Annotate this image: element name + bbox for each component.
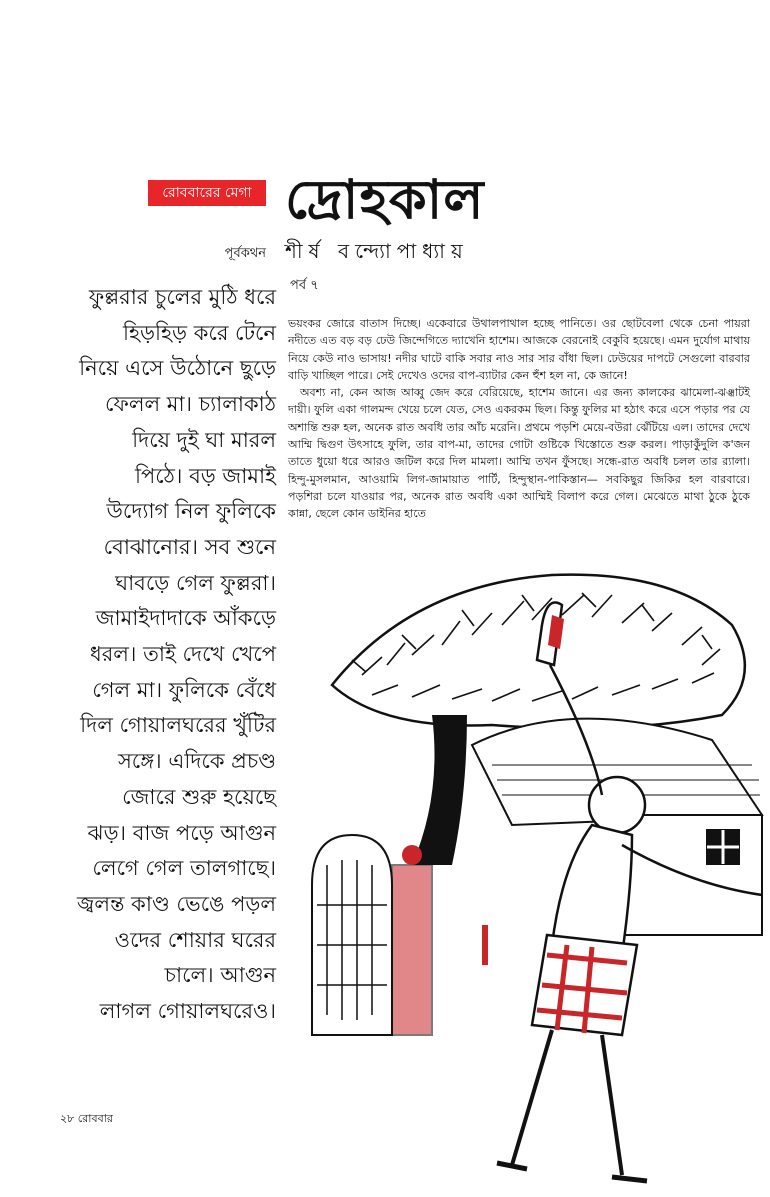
tree-trunk — [412, 715, 467, 865]
pull-quote-line: ঝড়। বাজ পড়ে আগুন — [87, 820, 276, 845]
pull-quote-line: লেগে গেল তালগাছে। — [92, 856, 276, 881]
pull-quote-line: পিঠে। বড় জামাই — [134, 463, 276, 488]
pull-quote-line: জ্বলন্ত কাণ্ড ভেঙে পড়ল — [76, 891, 276, 916]
gate — [312, 835, 432, 1035]
pull-quote-line: দিল গোয়ালঘরের খুঁটির — [80, 713, 276, 738]
pull-quote-line: দিয়ে দুই ঘা মারল — [132, 427, 276, 452]
pull-quote-line: ধরল। তাই দেখে খেপে — [89, 642, 276, 667]
pull-quote-line: সঙ্গে। এদিকে প্রচণ্ড — [117, 749, 276, 774]
story-illustration — [292, 565, 770, 1197]
pull-quote-line: জামাইদাদাকে আঁকড়ে — [95, 606, 276, 631]
prologue-label: পূর্বকথন — [224, 246, 266, 261]
pull-quote-line: ওদের শোয়ার ঘরের — [114, 927, 276, 952]
section-badge: রোববারের মেগা — [148, 180, 266, 206]
pull-quote-line: ফেলল মা। চ্যালাকাঠ — [104, 392, 276, 417]
body-paragraph: অবশ্য না, কেন আজ আব্বু জেদ করে বেরিয়েছে, হাশেম জানে। এর জন্য কালকের ঝামেলা-ঝঞ্ঝাটই দায়ী। ফুলি একা গালমন্দ খেয়ে চলে যেত, সেও একরকম ছিল। কিন্তু ফুলির মা হঠাৎ করে এসে পড়ার পর যে অশান্তি শুরু হল, অনেক রাত অবধি তার আঁচ মরেনি। প্রথমে পড়শি মেয়ে-বউরা ঝেঁটিয়ে এল। তাদের দেখে আম্মি দ্বিগুণ উৎসাহে ফুলি, তার বাপ-মা, তাদের গোটা গুষ্টিকে খিস্তোতে শুরু করল। পাড়াকুঁদুলি ক'জন তাতে ধুয়ো ধরে আরও জটিল করে দিল মামলা। আম্মি তখন ফুঁসছে। সন্ধে-রাত অবধি চলল তার র‍্যালা। হিন্দু-মুসলমান, আওয়ামি লিগ-জামায়াত পার্টি, হিন্দুস্থান-পাকিস্তান— সবকিছুর জিকির হল বারবারে। পড়শিরা চলে যাওয়ার পর, অনেক রাত অবধি একা আম্মিই বিলাপ করে গেল। মেঝেতে মাথা ঠুকে ঠুকে কান্না, ছেলে কোন ডাইনির হাতে — [288, 386, 750, 521]
pull-quote-line: হিড়হিড় করে টেনে — [122, 320, 276, 345]
pull-quote-line: উদ্যোগ নিল ফুলিকে — [106, 499, 276, 524]
pull-quote-line: ঘাবড়ে গেল ফুল্লরা। — [115, 570, 276, 595]
pull-quote-line: বোঝানোর। সব শুনে — [103, 534, 276, 559]
episode-label: পর্ব ৭ — [290, 278, 319, 293]
article-body — [288, 315, 750, 523]
pull-quote-line: ফুল্লরার চুলের মুঠি ধরে — [88, 285, 276, 309]
pull-quote-line: চালে। আগুন — [164, 963, 276, 988]
body-paragraph: ভয়ংকর জোরে বাতাস দিচ্ছে। একেবারে উথালপাথাল হচ্ছে পানিতে। ওর ছোটবেলা থেকে চেনা পায়রা নদীতে এত বড় বড় ঢেউ জিন্দেগিতে দ্যাখেনি হাশেম। আজকে বেরনোই বেকুবি হয়েছে। এমন দুর্যোগ মাথায় নিয়ে কেউ নাও ভাসায়! নদীর ঘাটে বাকি সবার নাও সার সার বাঁধা ছিল। ঢেউয়ের দাপটে সেগুলো বারবার বাড়ি খাচ্ছিল পারে। সেই দেখেও ওদের বাপ-ব্যাটার কেন হুঁশ হল না, কে জানে! — [288, 317, 750, 382]
pull-quote — [40, 280, 276, 1030]
story-title: দ্রোহকাল — [285, 168, 485, 231]
author-name: শীর্ষ বন্দ্যোপাধ্যায় — [285, 239, 469, 263]
pull-quote-line: গেল মা। ফুলিকে বেঁধে — [92, 677, 276, 702]
page-footer: ২৮ রোববার — [60, 1112, 113, 1125]
pull-quote-line: জোরে শুরু হয়েছে — [122, 784, 276, 809]
pull-quote-line: লাগল গোয়ালঘরেও। — [99, 999, 276, 1024]
pull-quote-line: নিয়ে এসে উঠোনে ছুড়ে — [79, 356, 276, 381]
